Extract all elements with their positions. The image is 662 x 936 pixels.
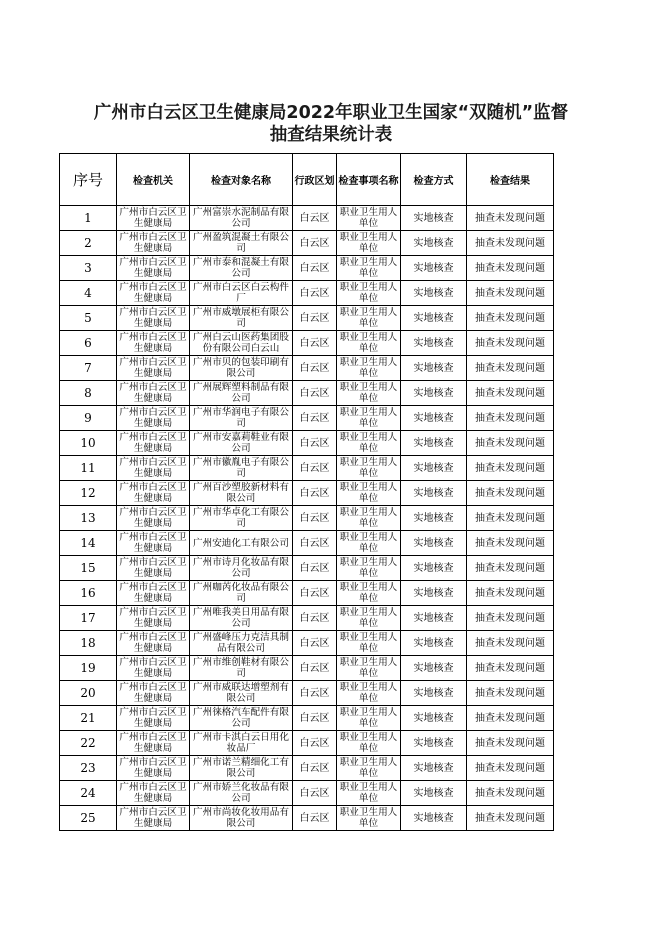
cell-agency: 广州市白云区卫生健康局 bbox=[117, 431, 190, 456]
cell-item: 职业卫生用人单位 bbox=[337, 556, 401, 581]
cell-district: 白云区 bbox=[293, 481, 337, 506]
cell-result: 抽查未发现问题 bbox=[467, 756, 554, 781]
table-row bbox=[60, 431, 554, 456]
table-row bbox=[60, 581, 554, 606]
cell-target: 广州展辉塑料制品有限公司 bbox=[190, 381, 293, 406]
table-row bbox=[60, 231, 554, 256]
cell-result: 抽查未发现问题 bbox=[467, 356, 554, 381]
cell-method: 实地核查 bbox=[401, 356, 467, 381]
cell-district: 白云区 bbox=[293, 281, 337, 306]
cell-district: 白云区 bbox=[293, 756, 337, 781]
cell-agency: 广州市白云区卫生健康局 bbox=[117, 456, 190, 481]
cell-result: 抽查未发现问题 bbox=[467, 231, 554, 256]
cell-method: 实地核查 bbox=[401, 256, 467, 281]
cell-target: 广州市华卓化工有限公司 bbox=[190, 506, 293, 531]
cell-result: 抽查未发现问题 bbox=[467, 531, 554, 556]
cell-agency: 广州市白云区卫生健康局 bbox=[117, 706, 190, 731]
cell-target: 广州市卡淇白云日用化妆品厂 bbox=[190, 731, 293, 756]
table-row bbox=[60, 606, 554, 631]
cell-item: 职业卫生用人单位 bbox=[337, 481, 401, 506]
cell-agency: 广州市白云区卫生健康局 bbox=[117, 581, 190, 606]
title-line-1: 广州市白云区卫生健康局2022年职业卫生国家“双随机”监督 bbox=[93, 103, 569, 123]
cell-district: 白云区 bbox=[293, 356, 337, 381]
cell-seq: 14 bbox=[60, 531, 117, 556]
cell-agency: 广州市白云区卫生健康局 bbox=[117, 556, 190, 581]
table-row bbox=[60, 656, 554, 681]
cell-agency: 广州市白云区卫生健康局 bbox=[117, 531, 190, 556]
cell-agency: 广州市白云区卫生健康局 bbox=[117, 681, 190, 706]
table-row bbox=[60, 481, 554, 506]
cell-result: 抽查未发现问题 bbox=[467, 781, 554, 806]
cell-seq: 11 bbox=[60, 456, 117, 481]
cell-agency: 广州市白云区卫生健康局 bbox=[117, 506, 190, 531]
cell-target: 广州市威墩展柜有限公司 bbox=[190, 306, 293, 331]
cell-item: 职业卫生用人单位 bbox=[337, 456, 401, 481]
cell-result: 抽查未发现问题 bbox=[467, 631, 554, 656]
cell-method: 实地核查 bbox=[401, 331, 467, 356]
cell-result: 抽查未发现问题 bbox=[467, 381, 554, 406]
cell-seq: 22 bbox=[60, 731, 117, 756]
cell-item: 职业卫生用人单位 bbox=[337, 381, 401, 406]
cell-result: 抽查未发现问题 bbox=[467, 331, 554, 356]
cell-seq: 25 bbox=[60, 806, 117, 831]
cell-target: 广州市诺兰精细化工有限公司 bbox=[190, 756, 293, 781]
cell-seq: 18 bbox=[60, 631, 117, 656]
cell-district: 白云区 bbox=[293, 556, 337, 581]
cell-agency: 广州市白云区卫生健康局 bbox=[117, 206, 190, 231]
cell-item: 职业卫生用人单位 bbox=[337, 781, 401, 806]
cell-result: 抽查未发现问题 bbox=[467, 431, 554, 456]
cell-agency: 广州市白云区卫生健康局 bbox=[117, 231, 190, 256]
cell-agency: 广州市白云区卫生健康局 bbox=[117, 356, 190, 381]
table-body bbox=[60, 206, 554, 831]
cell-district: 白云区 bbox=[293, 606, 337, 631]
header-seq: 序号 bbox=[60, 154, 117, 206]
results-table bbox=[59, 153, 554, 831]
cell-item: 职业卫生用人单位 bbox=[337, 656, 401, 681]
cell-district: 白云区 bbox=[293, 456, 337, 481]
title-line-2: 抽查结果统计表 bbox=[269, 125, 393, 145]
header-item: 检查事项名称 bbox=[337, 154, 401, 206]
cell-agency: 广州市白云区卫生健康局 bbox=[117, 406, 190, 431]
cell-district: 白云区 bbox=[293, 631, 337, 656]
cell-result: 抽查未发现问题 bbox=[467, 656, 554, 681]
cell-item: 职业卫生用人单位 bbox=[337, 506, 401, 531]
cell-agency: 广州市白云区卫生健康局 bbox=[117, 256, 190, 281]
cell-seq: 13 bbox=[60, 506, 117, 531]
cell-agency: 广州市白云区卫生健康局 bbox=[117, 631, 190, 656]
cell-agency: 广州市白云区卫生健康局 bbox=[117, 606, 190, 631]
cell-seq: 19 bbox=[60, 656, 117, 681]
cell-target: 广州市威联达增塑剂有限公司 bbox=[190, 681, 293, 706]
cell-district: 白云区 bbox=[293, 431, 337, 456]
cell-seq: 17 bbox=[60, 606, 117, 631]
cell-item: 职业卫生用人单位 bbox=[337, 431, 401, 456]
cell-result: 抽查未发现问题 bbox=[467, 806, 554, 831]
cell-target: 广州市贝的包装印刷有限公司 bbox=[190, 356, 293, 381]
cell-target: 广州市白云区白云构件厂 bbox=[190, 281, 293, 306]
table-row bbox=[60, 706, 554, 731]
cell-method: 实地核查 bbox=[401, 631, 467, 656]
cell-target: 广州市徽胤电子有限公司 bbox=[190, 456, 293, 481]
cell-agency: 广州市白云区卫生健康局 bbox=[117, 731, 190, 756]
cell-seq: 9 bbox=[60, 406, 117, 431]
cell-district: 白云区 bbox=[293, 206, 337, 231]
cell-method: 实地核查 bbox=[401, 206, 467, 231]
cell-item: 职业卫生用人单位 bbox=[337, 706, 401, 731]
cell-agency: 广州市白云区卫生健康局 bbox=[117, 331, 190, 356]
cell-result: 抽查未发现问题 bbox=[467, 556, 554, 581]
cell-method: 实地核查 bbox=[401, 506, 467, 531]
cell-result: 抽查未发现问题 bbox=[467, 206, 554, 231]
header-district: 行政区划 bbox=[293, 154, 337, 206]
table-row bbox=[60, 406, 554, 431]
cell-item: 职业卫生用人单位 bbox=[337, 681, 401, 706]
cell-item: 职业卫生用人单位 bbox=[337, 206, 401, 231]
cell-method: 实地核查 bbox=[401, 656, 467, 681]
cell-result: 抽查未发现问题 bbox=[467, 681, 554, 706]
cell-agency: 广州市白云区卫生健康局 bbox=[117, 656, 190, 681]
cell-method: 实地核查 bbox=[401, 731, 467, 756]
cell-target: 广州白云山医药集团股份有限公司白云山 bbox=[190, 331, 293, 356]
cell-method: 实地核查 bbox=[401, 281, 467, 306]
cell-result: 抽查未发现问题 bbox=[467, 256, 554, 281]
cell-seq: 15 bbox=[60, 556, 117, 581]
cell-target: 广州百沙塑胶新材料有限公司 bbox=[190, 481, 293, 506]
cell-item: 职业卫生用人单位 bbox=[337, 756, 401, 781]
table-row bbox=[60, 381, 554, 406]
cell-district: 白云区 bbox=[293, 256, 337, 281]
cell-target: 广州安迪化工有限公司 bbox=[190, 531, 293, 556]
cell-seq: 10 bbox=[60, 431, 117, 456]
cell-method: 实地核查 bbox=[401, 581, 467, 606]
cell-method: 实地核查 bbox=[401, 681, 467, 706]
cell-seq: 23 bbox=[60, 756, 117, 781]
cell-seq: 3 bbox=[60, 256, 117, 281]
cell-district: 白云区 bbox=[293, 656, 337, 681]
cell-seq: 7 bbox=[60, 356, 117, 381]
table-row bbox=[60, 456, 554, 481]
cell-target: 广州市尚妆化妆用品有限公司 bbox=[190, 806, 293, 831]
table-row bbox=[60, 256, 554, 281]
cell-district: 白云区 bbox=[293, 231, 337, 256]
table-row bbox=[60, 356, 554, 381]
header-agency: 检查机关 bbox=[117, 154, 190, 206]
cell-method: 实地核查 bbox=[401, 756, 467, 781]
cell-seq: 16 bbox=[60, 581, 117, 606]
header-method: 检查方式 bbox=[401, 154, 467, 206]
cell-method: 实地核查 bbox=[401, 531, 467, 556]
cell-district: 白云区 bbox=[293, 381, 337, 406]
cell-agency: 广州市白云区卫生健康局 bbox=[117, 381, 190, 406]
cell-result: 抽查未发现问题 bbox=[467, 506, 554, 531]
cell-method: 实地核查 bbox=[401, 306, 467, 331]
cell-target: 广州咖芮化妆品有限公司 bbox=[190, 581, 293, 606]
cell-result: 抽查未发现问题 bbox=[467, 281, 554, 306]
cell-district: 白云区 bbox=[293, 531, 337, 556]
cell-district: 白云区 bbox=[293, 331, 337, 356]
header-row bbox=[60, 154, 554, 206]
cell-result: 抽查未发现问题 bbox=[467, 581, 554, 606]
cell-district: 白云区 bbox=[293, 406, 337, 431]
cell-item: 职业卫生用人单位 bbox=[337, 731, 401, 756]
table-row bbox=[60, 531, 554, 556]
cell-target: 广州徕格汽车配件有限公司 bbox=[190, 706, 293, 731]
cell-target: 广州市维创鞋材有限公司 bbox=[190, 656, 293, 681]
cell-item: 职业卫生用人单位 bbox=[337, 806, 401, 831]
table-row bbox=[60, 206, 554, 231]
cell-target: 广州市诗月化妆品有限公司 bbox=[190, 556, 293, 581]
cell-agency: 广州市白云区卫生健康局 bbox=[117, 756, 190, 781]
cell-item: 职业卫生用人单位 bbox=[337, 631, 401, 656]
cell-target: 广州富崇水泥制品有限公司 bbox=[190, 206, 293, 231]
header-target: 检查对象名称 bbox=[190, 154, 293, 206]
cell-target: 广州市华润电子有限公司 bbox=[190, 406, 293, 431]
cell-method: 实地核查 bbox=[401, 456, 467, 481]
cell-item: 职业卫生用人单位 bbox=[337, 356, 401, 381]
cell-district: 白云区 bbox=[293, 706, 337, 731]
cell-method: 实地核查 bbox=[401, 556, 467, 581]
cell-target: 广州盛峰压力克洁具制品有限公司 bbox=[190, 631, 293, 656]
table-row bbox=[60, 681, 554, 706]
cell-agency: 广州市白云区卫生健康局 bbox=[117, 481, 190, 506]
cell-agency: 广州市白云区卫生健康局 bbox=[117, 306, 190, 331]
cell-item: 职业卫生用人单位 bbox=[337, 406, 401, 431]
cell-district: 白云区 bbox=[293, 681, 337, 706]
cell-item: 职业卫生用人单位 bbox=[337, 281, 401, 306]
cell-method: 实地核查 bbox=[401, 706, 467, 731]
cell-seq: 5 bbox=[60, 306, 117, 331]
cell-method: 实地核查 bbox=[401, 431, 467, 456]
cell-result: 抽查未发现问题 bbox=[467, 606, 554, 631]
cell-seq: 4 bbox=[60, 281, 117, 306]
cell-method: 实地核查 bbox=[401, 406, 467, 431]
table-row bbox=[60, 756, 554, 781]
cell-target: 广州市娇兰化妆品有限公司 bbox=[190, 781, 293, 806]
cell-seq: 20 bbox=[60, 681, 117, 706]
cell-item: 职业卫生用人单位 bbox=[337, 531, 401, 556]
table-row bbox=[60, 631, 554, 656]
cell-district: 白云区 bbox=[293, 806, 337, 831]
cell-result: 抽查未发现问题 bbox=[467, 706, 554, 731]
table-row bbox=[60, 306, 554, 331]
cell-seq: 24 bbox=[60, 781, 117, 806]
cell-item: 职业卫生用人单位 bbox=[337, 581, 401, 606]
cell-item: 职业卫生用人单位 bbox=[337, 606, 401, 631]
cell-method: 实地核查 bbox=[401, 781, 467, 806]
table-row bbox=[60, 281, 554, 306]
cell-agency: 广州市白云区卫生健康局 bbox=[117, 281, 190, 306]
cell-seq: 1 bbox=[60, 206, 117, 231]
cell-target: 广州唯我美日用品有限公司 bbox=[190, 606, 293, 631]
cell-result: 抽查未发现问题 bbox=[467, 481, 554, 506]
cell-method: 实地核查 bbox=[401, 381, 467, 406]
cell-district: 白云区 bbox=[293, 306, 337, 331]
cell-result: 抽查未发现问题 bbox=[467, 406, 554, 431]
cell-method: 实地核查 bbox=[401, 481, 467, 506]
cell-method: 实地核查 bbox=[401, 806, 467, 831]
cell-seq: 6 bbox=[60, 331, 117, 356]
cell-result: 抽查未发现问题 bbox=[467, 306, 554, 331]
cell-result: 抽查未发现问题 bbox=[467, 731, 554, 756]
cell-seq: 12 bbox=[60, 481, 117, 506]
header-result: 检查结果 bbox=[467, 154, 554, 206]
cell-target: 广州市泰和混凝土有限公司 bbox=[190, 256, 293, 281]
table-row bbox=[60, 556, 554, 581]
cell-seq: 8 bbox=[60, 381, 117, 406]
cell-agency: 广州市白云区卫生健康局 bbox=[117, 806, 190, 831]
cell-item: 职业卫生用人单位 bbox=[337, 256, 401, 281]
cell-agency: 广州市白云区卫生健康局 bbox=[117, 781, 190, 806]
cell-district: 白云区 bbox=[293, 731, 337, 756]
cell-district: 白云区 bbox=[293, 506, 337, 531]
table-row bbox=[60, 781, 554, 806]
cell-item: 职业卫生用人单位 bbox=[337, 331, 401, 356]
table-row bbox=[60, 331, 554, 356]
cell-result: 抽查未发现问题 bbox=[467, 456, 554, 481]
cell-target: 广州盈筑混凝土有限公司 bbox=[190, 231, 293, 256]
table-row bbox=[60, 806, 554, 831]
cell-seq: 21 bbox=[60, 706, 117, 731]
cell-seq: 2 bbox=[60, 231, 117, 256]
table-row bbox=[60, 731, 554, 756]
table-row bbox=[60, 506, 554, 531]
cell-method: 实地核查 bbox=[401, 606, 467, 631]
cell-district: 白云区 bbox=[293, 781, 337, 806]
cell-method: 实地核查 bbox=[401, 231, 467, 256]
document-title bbox=[0, 102, 662, 146]
cell-item: 职业卫生用人单位 bbox=[337, 306, 401, 331]
cell-target: 广州市安嘉莉鞋业有限公司 bbox=[190, 431, 293, 456]
cell-item: 职业卫生用人单位 bbox=[337, 231, 401, 256]
cell-district: 白云区 bbox=[293, 581, 337, 606]
